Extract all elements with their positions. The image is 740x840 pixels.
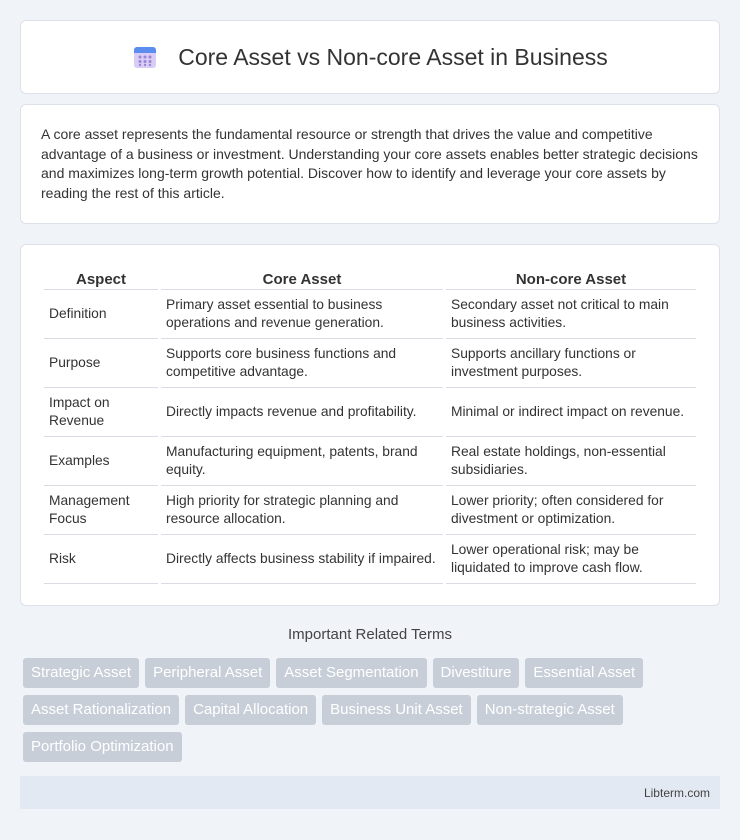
term-tag[interactable]: Essential Asset [525,658,643,688]
table-row [44,388,696,437]
cell-core: Supports core business functions and competitive advantage. [161,339,443,388]
cell-core: Manufacturing equipment, patents, brand equity. [161,437,443,486]
table-row [44,339,696,388]
cell-aspect: Purpose [44,339,158,388]
cell-core: Directly impacts revenue and profitability. [161,388,443,437]
term-tag[interactable]: Business Unit Asset [322,695,471,725]
cell-aspect: Risk [44,535,158,584]
page-title: Core Asset vs Non-core Asset in Business [178,43,608,70]
comparison-table-card [20,244,720,606]
term-tag[interactable]: Non-strategic Asset [477,695,623,725]
term-tag[interactable]: Asset Rationalization [23,695,179,725]
cell-aspect: Management Focus [44,486,158,535]
cell-non-core: Lower operational risk; may be liquidated to improve cash flow. [446,535,696,584]
title-card [20,20,720,94]
cell-non-core: Minimal or indirect impact on revenue. [446,388,696,437]
table-row [44,486,696,535]
related-terms-heading: Important Related Terms [288,626,452,643]
cell-aspect: Definition [44,290,158,339]
table-header-row [44,265,696,290]
header-core-asset: Core Asset [161,265,443,290]
cell-non-core: Real estate holdings, non-essential subsidiaries. [446,437,696,486]
table-row [44,535,696,584]
term-tag[interactable]: Portfolio Optimization [23,732,182,762]
term-tag[interactable]: Strategic Asset [23,658,139,688]
table-row [44,290,696,339]
cell-non-core: Supports ancillary functions or investment purposes. [446,339,696,388]
term-tag[interactable]: Peripheral Asset [145,658,270,688]
cell-non-core: Secondary asset not critical to main business activities. [446,290,696,339]
footer-site-link[interactable]: Libterm.com [643,785,710,800]
cell-aspect: Examples [44,437,158,486]
calendar-grid-icon [132,44,158,70]
related-terms-list [23,658,703,762]
term-tag[interactable]: Capital Allocation [185,695,316,725]
comparison-table [41,265,699,584]
cell-core: Primary asset essential to business operations and revenue generation. [161,290,443,339]
cell-aspect: Impact on Revenue [44,388,158,437]
header-aspect: Aspect [44,265,158,290]
cell-core: Directly affects business stability if impaired. [161,535,443,584]
table-row [44,437,696,486]
intro-card [20,104,720,224]
cell-core: High priority for strategic planning and resource allocation. [161,486,443,535]
term-tag[interactable]: Divestiture [433,658,520,688]
intro-text: A core asset represents the fundamental resource or strength that drives the value and competitive advantage of a business or investment. Understanding your core assets enables better strategic decisions and maximizes long-term growth potential. Discover how to identify and leverage your core assets by reading the rest of this article. [41,126,698,201]
cell-non-core: Lower priority; often considered for divestment or optimization. [446,486,696,535]
term-tag[interactable]: Asset Segmentation [276,658,426,688]
footer [20,776,720,809]
header-non-core-asset: Non-core Asset [446,265,696,290]
